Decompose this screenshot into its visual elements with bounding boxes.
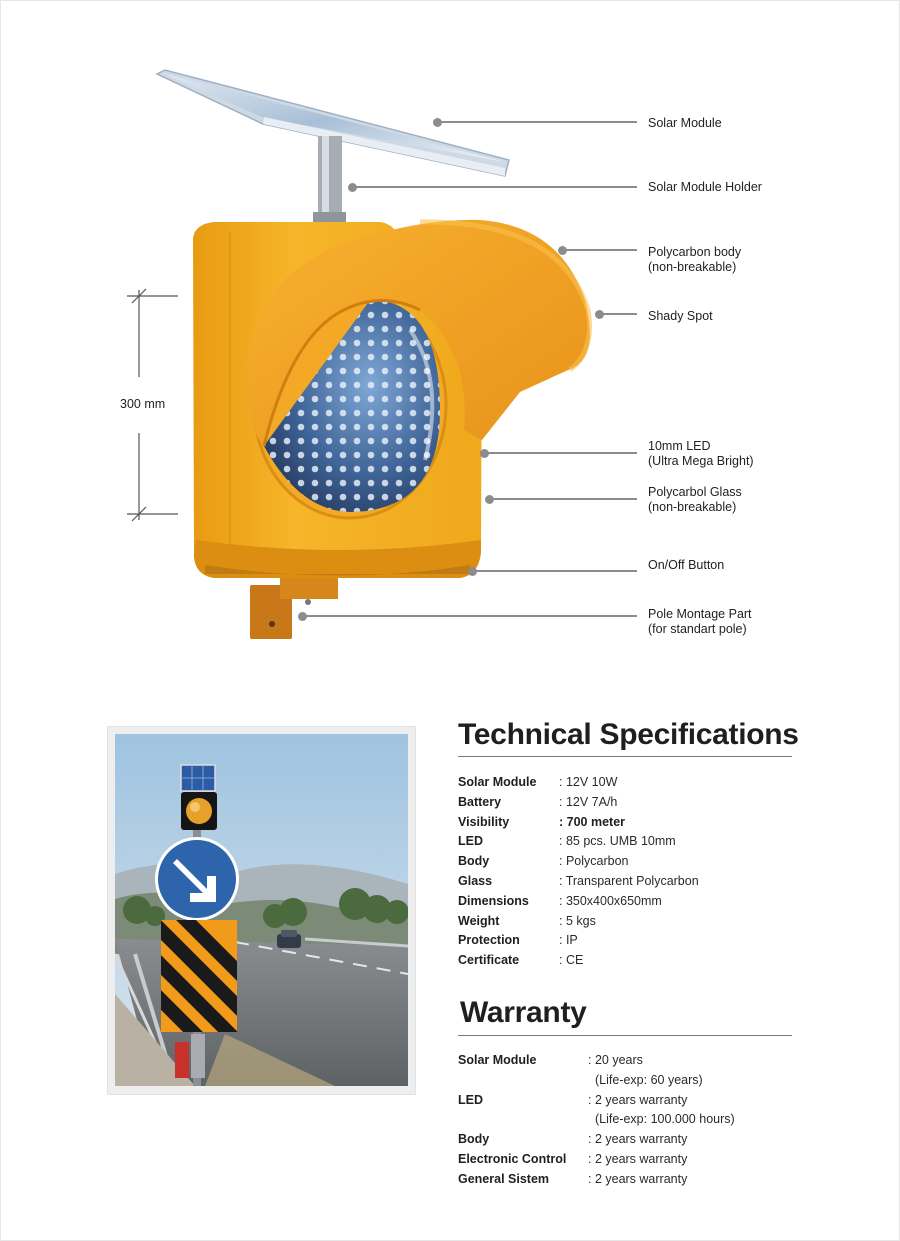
callout-line-module-holder [352,186,637,188]
spec-value: : IP [559,933,578,948]
callout-dot-solar-module [433,118,442,127]
warranty-value: : 2 years warranty [588,1171,688,1186]
warranty-value: (Life-exp: 60 years) [595,1072,703,1087]
callout-label-pole-montage: Pole Montage Part (for standart pole) [648,607,752,636]
spec-key: Visibility [458,814,510,829]
spec-value: : CE [559,953,584,968]
spec-key: Protection [458,933,520,948]
warranty-title-rule [458,1035,792,1036]
spec-key: Solar Module [458,775,537,789]
callout-label-led: 10mm LED (Ultra Mega Bright) [648,439,754,468]
callout-line-solar-module [437,121,637,123]
callout-line-polycarbon-body [562,249,637,251]
warranty-key: Body [458,1132,490,1147]
spec-value: : Transparent Polycarbon [559,874,699,888]
technical-title-rule [458,756,792,757]
spec-key: LED [458,834,483,849]
spec-value: : 350x400x650mm [559,893,662,908]
spec-value: : 12V 7A/h [559,794,618,809]
callout-dot-onoff [468,567,477,576]
callout-line-onoff [472,570,637,572]
spec-value: : Polycarbon [559,854,629,869]
callout-label-glass: Polycarbol Glass (non-breakable) [648,485,742,514]
warranty-key: Solar Module [458,1053,537,1067]
spec-value: : 700 meter [559,814,626,829]
spec-key: Dimensions [458,893,529,908]
spec-key: Weight [458,913,500,928]
technical-specifications-title: Technical Specifications [458,718,799,751]
spec-key: Certificate [458,953,520,968]
warranty-key: Electronic Control [458,1152,567,1166]
callout-line-led [484,452,637,454]
warranty-value: (Life-exp: 100.000 hours) [595,1112,735,1127]
callout-line-glass [489,498,637,500]
spec-key: Body [458,854,490,869]
spec-value: : 5 kgs [559,913,596,928]
warranty-title: Warranty [460,996,587,1029]
callout-line-pole-montage [302,615,637,617]
warranty-value: : 2 years warranty [588,1152,688,1166]
warranty-value: : 2 years warranty [588,1132,688,1147]
dimension-label: 300 mm [120,397,166,411]
roadside-scene-illustration [115,734,408,1086]
warranty-value: : 20 years [588,1053,643,1067]
callout-dot-module-holder [348,183,357,192]
callout-dot-shady-spot [595,310,604,319]
warranty-key: LED [458,1092,483,1107]
callout-dot-polycarbon-body [558,246,567,255]
callout-label-shady-spot: Shady Spot [648,309,713,323]
callout-dot-led [480,449,489,458]
callout-line-shady-spot [599,313,637,315]
callout-dot-glass [485,495,494,504]
spec-key: Glass [458,874,493,888]
roadside-photo [107,726,416,1095]
spec-key: Battery [458,794,502,809]
callout-label-polycarbon-body: Polycarbon body (non-breakable) [648,245,742,274]
spec-value: : 12V 10W [559,775,618,789]
callout-label-module-holder: Solar Module Holder [648,180,762,194]
callout-label-solar-module: Solar Module [648,116,722,130]
spec-value: : 85 pcs. UMB 10mm [559,834,676,849]
callout-dot-pole-montage [298,612,307,621]
warranty-key: General Sistem [458,1171,550,1186]
callout-label-onoff: On/Off Button [648,558,725,572]
warranty-value: : 2 years warranty [588,1092,688,1107]
